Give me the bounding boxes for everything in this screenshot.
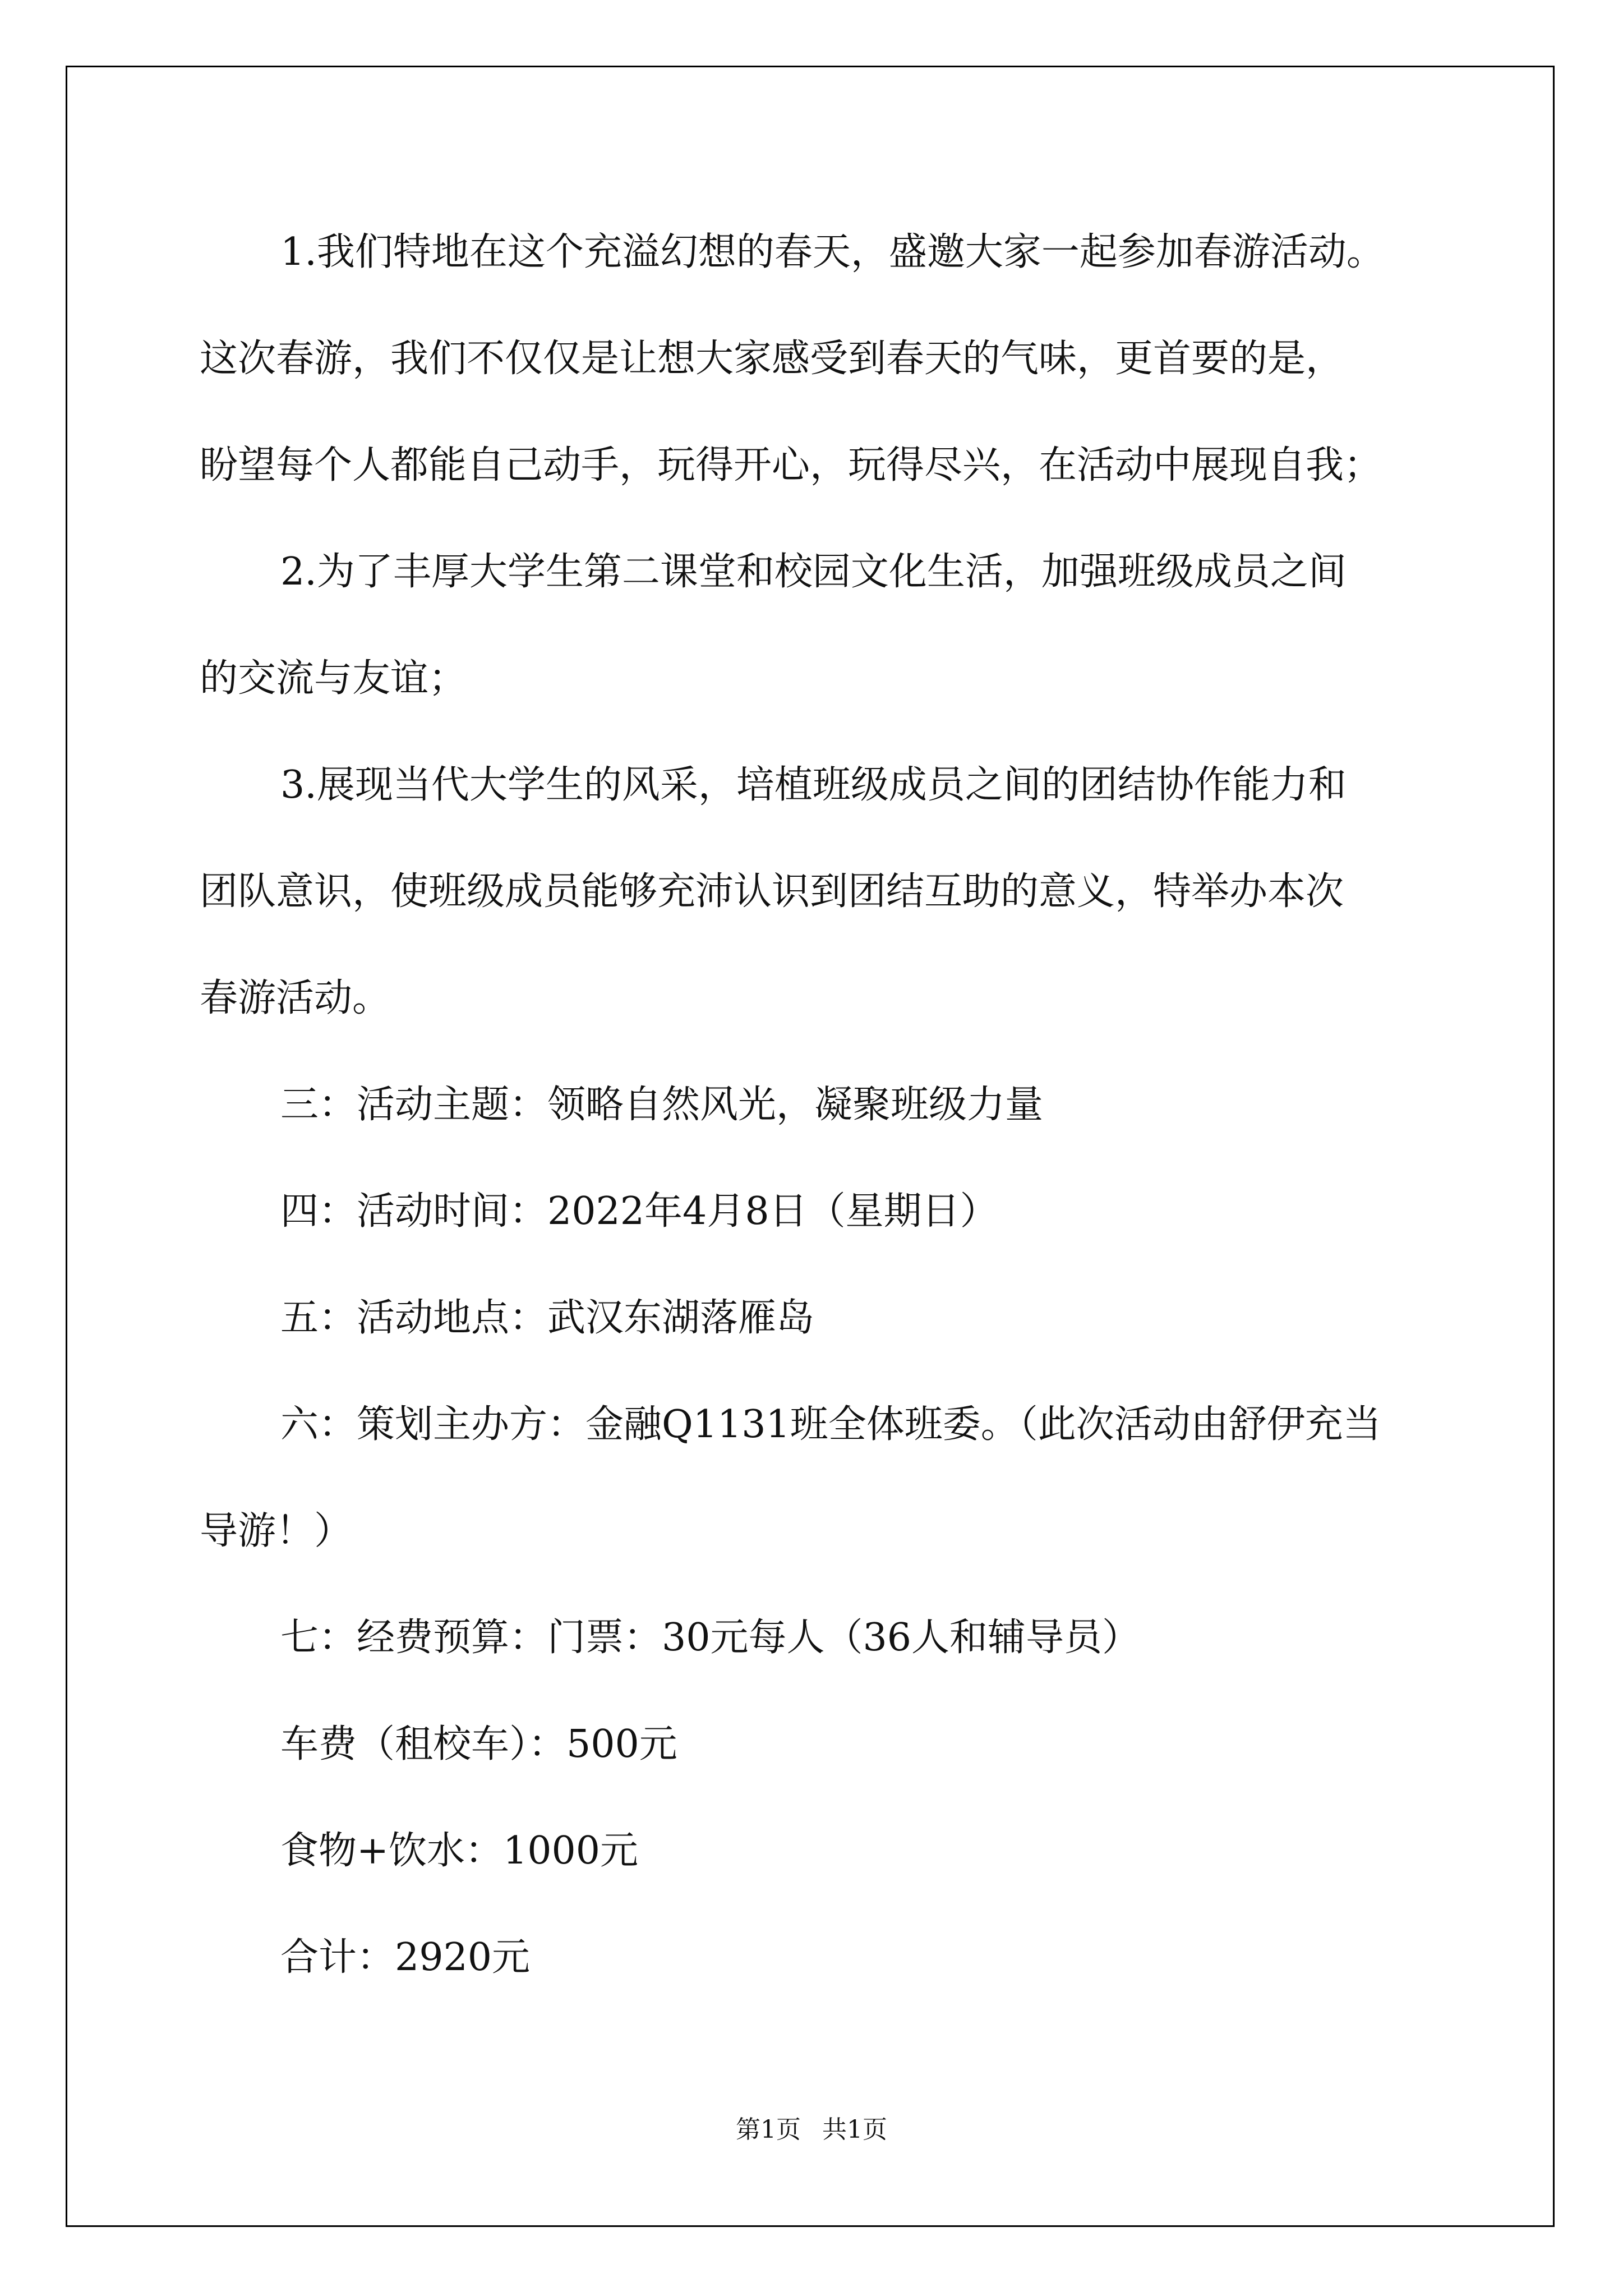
- activity-theme: 三：活动主题：领略自然风光，凝聚班级力量: [280, 1083, 1044, 1127]
- organizer-line-1: 六：策划主办方：金融Q1131班全体班委。（此次活动由舒伊充当: [280, 1402, 1381, 1447]
- budget-total: 合计：2920元: [280, 1935, 531, 1980]
- page-border: [66, 66, 1555, 2227]
- page-footer: [0, 2109, 1623, 2145]
- paragraph-2-line-1: 2.为了丰厚大学生第二课堂和校园文化生活，加强班级成员之间: [280, 550, 1347, 594]
- page-number-total: 共1页: [822, 2115, 887, 2144]
- page-number-current: 第1页: [736, 2115, 801, 2144]
- paragraph-1-line-1: 1.我们特地在这个充溢幻想的春天，盛邀大家一起参加春游活动。: [280, 230, 1385, 274]
- paragraph-3-line-2: 团队意识，使班级成员能够充沛认识到团结互助的意义，特举办本次: [200, 869, 1344, 914]
- budget-tickets: 七：经费预算：门票：30元每人（36人和辅导员）: [280, 1616, 1141, 1660]
- paragraph-3-line-1: 3.展现当代大学生的风采，培植班级成员之间的团结协作能力和: [280, 763, 1347, 807]
- paragraph-1-line-3: 盼望每个人都能自己动手，玩得开心，玩得尽兴，在活动中展现自我；: [200, 443, 1382, 487]
- budget-food: 食物+饮水：1000元: [280, 1829, 639, 1873]
- activity-location: 五：活动地点：武汉东湖落雁岛: [280, 1296, 815, 1340]
- activity-time: 四：活动时间：2022年4月8日（星期日）: [280, 1189, 998, 1234]
- paragraph-2-line-2: 的交流与友谊；: [200, 656, 467, 701]
- budget-bus: 车费（租校车）：500元: [280, 1722, 677, 1766]
- organizer-line-2: 导游！）: [200, 1509, 353, 1553]
- paragraph-3-line-3: 春游活动。: [200, 976, 391, 1020]
- paragraph-1-line-2: 这次春游，我们不仅仅是让想大家感受到春天的气味，更首要的是，: [200, 337, 1344, 381]
